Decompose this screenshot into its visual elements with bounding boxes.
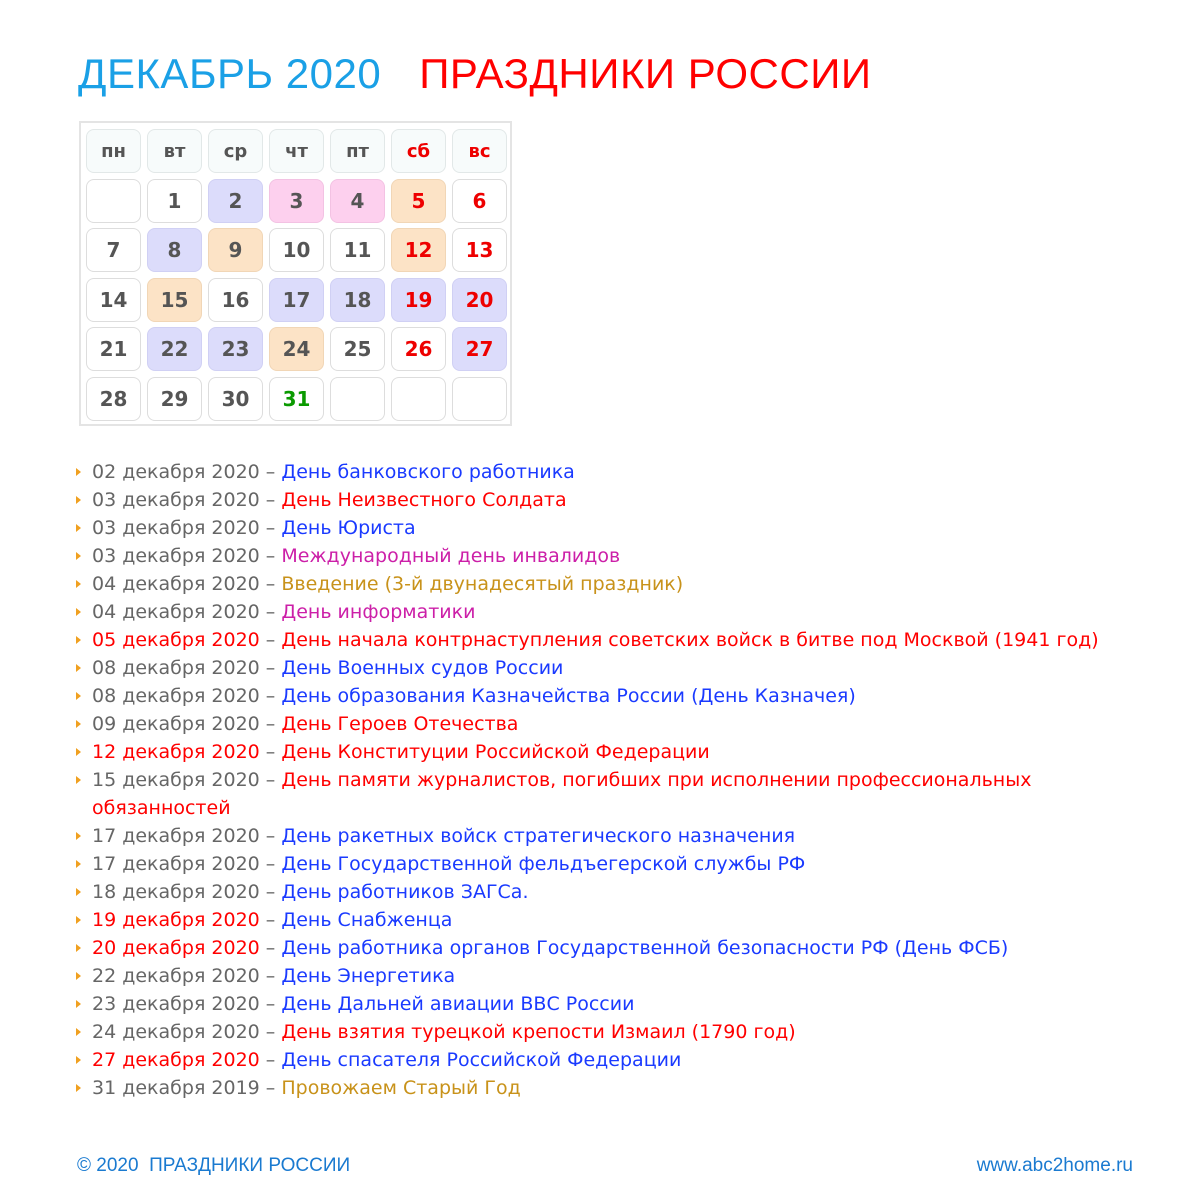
calendar-day: 3: [269, 179, 324, 223]
holiday-date: 05 декабря 2020: [92, 629, 260, 651]
calendar-day: 12: [391, 228, 446, 272]
calendar-day: 17: [269, 278, 324, 322]
bullet-arrow-icon: [76, 748, 81, 756]
footer-website-link[interactable]: www.abc2home.ru: [976, 1155, 1133, 1176]
bullet-arrow-icon: [76, 580, 81, 588]
holiday-date: 17 декабря 2020: [92, 853, 260, 875]
calendar-empty-cell: [330, 377, 385, 421]
holiday-date: 27 декабря 2020: [92, 1049, 260, 1071]
holiday-item: 24 декабря 2020 – День взятия турецкой крепости Измаил (1790 год): [74, 1018, 1154, 1046]
bullet-arrow-icon: [76, 636, 81, 644]
bullet-arrow-icon: [76, 832, 81, 840]
holiday-item: 19 декабря 2020 – День Снабженца: [74, 906, 1154, 934]
holiday-name: День Энергетика: [281, 965, 456, 987]
holiday-name: День образования Казначейства России (День Казначея): [281, 685, 856, 707]
holidays-title: ПРАЗДНИКИ РОССИИ: [419, 50, 872, 97]
holiday-item: 12 декабря 2020 – День Конституции Российской Федерации: [74, 738, 1154, 766]
calendar-day: 8: [147, 228, 202, 272]
weekday-header: сб: [391, 129, 446, 173]
holiday-item: 08 декабря 2020 – День образования Казначейства России (День Казначея): [74, 682, 1154, 710]
calendar-day: 20: [452, 278, 507, 322]
holiday-item: 04 декабря 2020 – Введение (3-й двунадесятый праздник): [74, 570, 1154, 598]
calendar-day: 18: [330, 278, 385, 322]
bullet-arrow-icon: [76, 888, 81, 896]
holiday-date: 08 декабря 2020: [92, 685, 260, 707]
bullet-arrow-icon: [76, 552, 81, 560]
holiday-date: 20 декабря 2020: [92, 937, 260, 959]
bullet-arrow-icon: [76, 776, 81, 784]
bullet-arrow-icon: [76, 944, 81, 952]
page-title: [78, 50, 872, 98]
month-title: ДЕКАБРЬ 2020: [78, 50, 382, 97]
bullet-arrow-icon: [76, 1000, 81, 1008]
calendar-day: 22: [147, 327, 202, 371]
holiday-name: День спасателя Российской Федерации: [281, 1049, 682, 1071]
holiday-date: 04 декабря 2020: [92, 601, 260, 623]
calendar-day: 19: [391, 278, 446, 322]
calendar-grid: [79, 121, 512, 426]
bullet-arrow-icon: [76, 720, 81, 728]
holiday-date: 23 декабря 2020: [92, 993, 260, 1015]
holiday-name: День Неизвестного Солдата: [281, 489, 567, 511]
holiday-name: День ракетных войск стратегического назначения: [281, 825, 796, 847]
calendar-day: 28: [86, 377, 141, 421]
holiday-date: 08 декабря 2020: [92, 657, 260, 679]
holiday-item: 27 декабря 2020 – День спасателя Российской Федерации: [74, 1046, 1154, 1074]
holiday-date: 17 декабря 2020: [92, 825, 260, 847]
calendar-day: 7: [86, 228, 141, 272]
holiday-name: День банковского работника: [281, 461, 575, 483]
holiday-name: Международный день инвалидов: [281, 545, 621, 567]
calendar-day: 1: [147, 179, 202, 223]
holiday-date: 15 декабря 2020: [92, 769, 260, 791]
weekday-header: чт: [269, 129, 324, 173]
calendar-day: 13: [452, 228, 507, 272]
bullet-arrow-icon: [76, 664, 81, 672]
calendar-day: 26: [391, 327, 446, 371]
holiday-name: День Юриста: [281, 517, 416, 539]
calendar-day: 11: [330, 228, 385, 272]
calendar-day: 15: [147, 278, 202, 322]
holiday-item: 04 декабря 2020 – День информатики: [74, 598, 1154, 626]
holiday-item: 15 декабря 2020 – День памяти журналистов, погибших при исполнении профессиональных обязанностей: [74, 766, 1154, 822]
calendar-day: 29: [147, 377, 202, 421]
bullet-arrow-icon: [76, 608, 81, 616]
weekday-header: вт: [147, 129, 202, 173]
calendar-day: 14: [86, 278, 141, 322]
calendar-day: 6: [452, 179, 507, 223]
holiday-date: 31 декабря 2019: [92, 1077, 260, 1099]
holiday-item: 03 декабря 2020 – День Неизвестного Солдата: [74, 486, 1154, 514]
holiday-item: 08 декабря 2020 – День Военных судов России: [74, 654, 1154, 682]
holiday-date: 12 декабря 2020: [92, 741, 260, 763]
holiday-name: День информатики: [281, 601, 476, 623]
holiday-name: День взятия турецкой крепости Измаил (1790 год): [281, 1021, 796, 1043]
bullet-arrow-icon: [76, 496, 81, 504]
holiday-name: День Снабженца: [281, 909, 453, 931]
holiday-name: День Государственной фельдъегерской службы РФ: [281, 853, 806, 875]
holiday-item: 18 декабря 2020 – День работников ЗАГСа.: [74, 878, 1154, 906]
calendar-empty-cell: [452, 377, 507, 421]
holiday-date: 02 декабря 2020: [92, 461, 260, 483]
holiday-date: 09 декабря 2020: [92, 713, 260, 735]
holiday-date: 18 декабря 2020: [92, 881, 260, 903]
holiday-item: 31 декабря 2019 – Провожаем Старый Год: [74, 1074, 1154, 1102]
holiday-item: 17 декабря 2020 – День ракетных войск стратегического назначения: [74, 822, 1154, 850]
holiday-item: 23 декабря 2020 – День Дальней авиации ВВС России: [74, 990, 1154, 1018]
calendar-day: 21: [86, 327, 141, 371]
bullet-arrow-icon: [76, 1056, 81, 1064]
holiday-name: День памяти журналистов, погибших при исполнении профессиональных обязанностей: [92, 769, 1032, 819]
weekday-header: вс: [452, 129, 507, 173]
bullet-arrow-icon: [76, 524, 81, 532]
bullet-arrow-icon: [76, 468, 81, 476]
holiday-item: 03 декабря 2020 – День Юриста: [74, 514, 1154, 542]
calendar-day: 2: [208, 179, 263, 223]
holiday-date: 19 декабря 2020: [92, 909, 260, 931]
holiday-date: 04 декабря 2020: [92, 573, 260, 595]
calendar-day: 25: [330, 327, 385, 371]
bullet-arrow-icon: [76, 1084, 81, 1092]
bullet-arrow-icon: [76, 692, 81, 700]
bullet-arrow-icon: [76, 860, 81, 868]
holiday-name: День Героев Отечества: [281, 713, 519, 735]
holiday-name: Провожаем Старый Год: [281, 1077, 521, 1099]
bullet-arrow-icon: [76, 1028, 81, 1036]
holiday-item: 17 декабря 2020 – День Государственной фельдъегерской службы РФ: [74, 850, 1154, 878]
holiday-name: День Военных судов России: [281, 657, 564, 679]
holiday-name: День работников ЗАГСа.: [281, 881, 529, 903]
holiday-name: День работника органов Государственной безопасности РФ (День ФСБ): [281, 937, 1009, 959]
calendar-day: 23: [208, 327, 263, 371]
calendar-day: 10: [269, 228, 324, 272]
footer-copyright: © 2020 ПРАЗДНИКИ РОССИИ: [77, 1155, 351, 1176]
holiday-item: 03 декабря 2020 – Международный день инвалидов: [74, 542, 1154, 570]
holiday-item: 22 декабря 2020 – День Энергетика: [74, 962, 1154, 990]
calendar-day: 31: [269, 377, 324, 421]
holiday-date: 03 декабря 2020: [92, 489, 260, 511]
calendar-empty-cell: [391, 377, 446, 421]
bullet-arrow-icon: [76, 972, 81, 980]
calendar-day: 24: [269, 327, 324, 371]
calendar-day: 27: [452, 327, 507, 371]
holiday-item: 05 декабря 2020 – День начала контрнаступления советских войск в битве под Москвой (1941 год): [74, 626, 1154, 654]
bullet-arrow-icon: [76, 916, 81, 924]
calendar-day: 5: [391, 179, 446, 223]
holiday-name: День начала контрнаступления советских войск в битве под Москвой (1941 год): [281, 629, 1099, 651]
holiday-name: День Конституции Российской Федерации: [281, 741, 710, 763]
holiday-item: 02 декабря 2020 – День банковского работника: [74, 458, 1154, 486]
holiday-name: День Дальней авиации ВВС России: [281, 993, 635, 1015]
holiday-name: Введение (3-й двунадесятый праздник): [281, 573, 684, 595]
holiday-date: 24 декабря 2020: [92, 1021, 260, 1043]
calendar-day: 30: [208, 377, 263, 421]
calendar-empty-cell: [86, 179, 141, 223]
holiday-date: 03 декабря 2020: [92, 517, 260, 539]
holiday-list: [74, 458, 1154, 1102]
holiday-item: 09 декабря 2020 – День Героев Отечества: [74, 710, 1154, 738]
holiday-date: 22 декабря 2020: [92, 965, 260, 987]
holiday-date: 03 декабря 2020: [92, 545, 260, 567]
calendar-day: 16: [208, 278, 263, 322]
weekday-header: пт: [330, 129, 385, 173]
calendar-day: 4: [330, 179, 385, 223]
weekday-header: пн: [86, 129, 141, 173]
calendar-day: 9: [208, 228, 263, 272]
holiday-item: 20 декабря 2020 – День работника органов Государственной безопасности РФ (День ФСБ): [74, 934, 1154, 962]
weekday-header: ср: [208, 129, 263, 173]
